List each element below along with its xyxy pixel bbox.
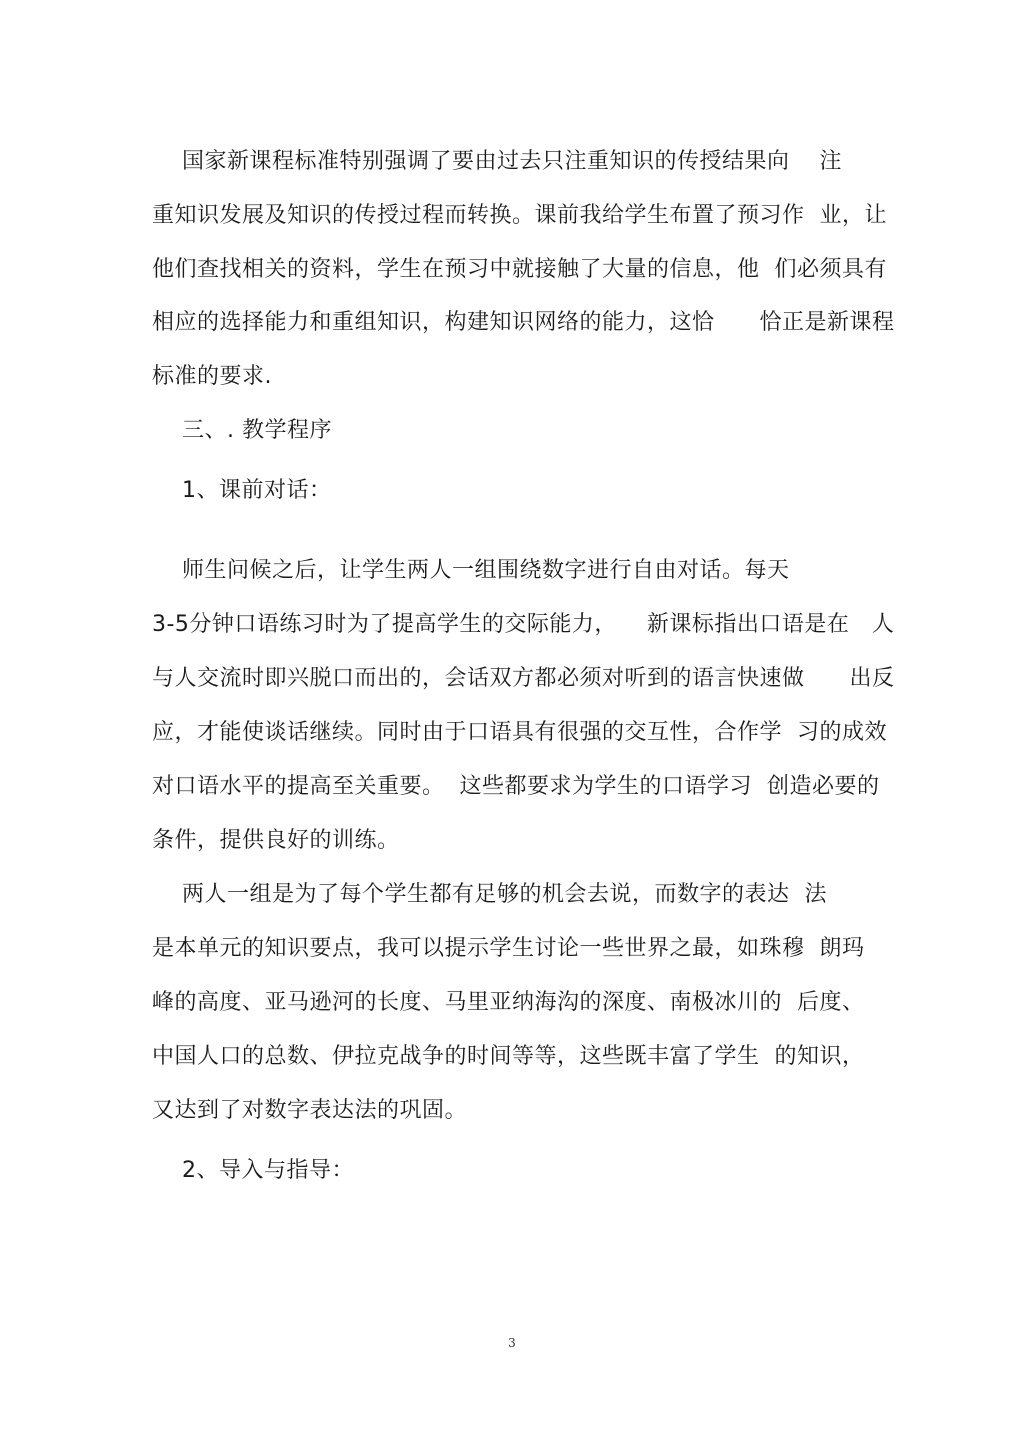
text-line: 他们查找相关的资料，学生在预习中就接触了大量的信息，他 们必须具有 [152, 257, 887, 282]
text-line: 两人一组是为了每个学生都有足够的机会去说，而数字的表达 法 [152, 882, 827, 907]
text-line: 应，才能使谈话继续。同时由于口语具有很强的交互性，合作学 习的成效 [152, 720, 887, 745]
text-line: 与人交流时即兴脱口而出的，会话双方都必须对听到的语言快速做 出反 [152, 666, 895, 691]
text-line: 3-5分钟口语练习时为了提高学生的交际能力， 新课标指出口语是在 人 [152, 612, 895, 637]
text-line: 峰的高度、亚马逊河的长度、马里亚纳海沟的深度、南极冰川的 后度、 [152, 990, 865, 1015]
text-line: 国家新课程标准特别强调了要由过去只注重知识的传授结果向 注 [152, 149, 842, 174]
subsection-heading: 2、导入与指导： [152, 1158, 354, 1183]
text-line: 又达到了对数字表达法的巩固。 [152, 1098, 468, 1123]
text-line: 相应的选择能力和重组知识，构建知识网络的能力，这恰 恰正是新课程 [152, 310, 895, 335]
section-heading: 三、. 教学程序 [152, 418, 332, 443]
text-line: 中国人口的总数、伊拉克战争的时间等等，这些既丰富了学生 的知识， [152, 1044, 865, 1069]
text-line: 重知识发展及知识的传授过程而转换。课前我给学生布置了预习作 业，让 [152, 203, 887, 228]
text-line: 标准的要求. [152, 364, 272, 389]
subsection-heading: 1、课前对话： [152, 478, 332, 503]
text-line: 条件，提供良好的训练。 [152, 828, 400, 853]
page-number: 3 [508, 1336, 516, 1350]
text-line: 是本单元的知识要点，我可以提示学生讨论一些世界之最，如珠穆 朗玛 [152, 936, 865, 961]
text-line: 师生问候之后，让学生两人一组围绕数字进行自由对话。每天 [152, 558, 790, 583]
text-line: 对口语水平的提高至关重要。 这些都要求为学生的口语学习 创造必要的 [152, 774, 880, 799]
